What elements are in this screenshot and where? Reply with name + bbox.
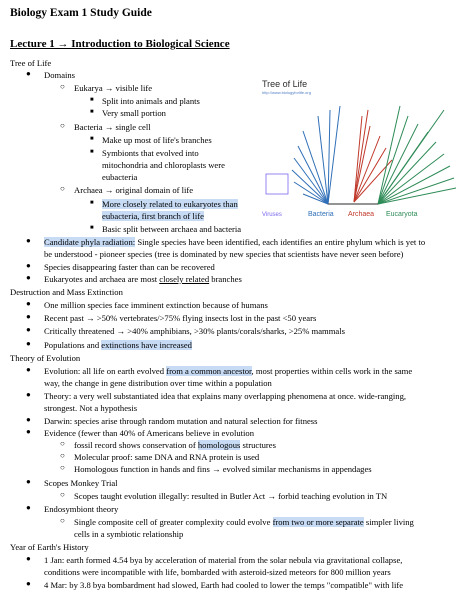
- million-line: One million species face imminent extinction because of humans: [44, 300, 268, 310]
- text-run: Populations and: [44, 340, 102, 350]
- figure-label-archaea: Archaea: [348, 211, 375, 218]
- bullet-dot: ●: [26, 554, 31, 563]
- archaea-line: Archaea → original domain of life: [74, 185, 194, 195]
- text-run: branches: [209, 274, 242, 284]
- bullet-dot: ●: [26, 365, 31, 374]
- candidate-line-2: be understood - pioneer species (tree is dominated by new species that scientists have never seen before): [44, 249, 404, 259]
- bullet-dot: ●: [26, 427, 31, 436]
- mar-line: 4 Mar: by 3.8 bya bombardment had slowed, Earth had cooled to lower the temps "compatible" with life: [44, 580, 404, 590]
- bullet-square: ■: [90, 200, 94, 206]
- bullet-dot: ●: [26, 69, 31, 78]
- bacteria-branches-line: Make up most of life's branches: [102, 135, 212, 145]
- theory-line-1: Theory: a very well substantiated idea that explains many overlapping phenomena at once. wide-ranging,: [44, 391, 407, 401]
- figure-title: Tree of Life: [262, 79, 308, 89]
- molecular-line: Molecular proof: same DNA and RNA protein is used: [74, 452, 260, 462]
- text-run: fossil record shows conservation of: [74, 440, 198, 450]
- evolution-heading: Theory of Evolution: [10, 353, 81, 363]
- evolution-line-1: [44, 366, 412, 376]
- figure-label-eucaryota: Eucaryota: [386, 211, 418, 218]
- fossil-line: [74, 440, 276, 450]
- figure-subtitle: http://www.biologyforlife.org: [262, 90, 311, 95]
- eukarya-small-line: Very small portion: [102, 108, 166, 118]
- text-run: Eukaryotes and archaea are most: [44, 274, 160, 284]
- text-run: Evolution: all life on earth evolved: [44, 366, 167, 376]
- jan-line-1: 1 Jan: earth formed 4.54 bya by acceleration of material from the solar nebula via gravitational collapse,: [44, 555, 403, 565]
- recent-line: Recent past → >50% vertebrates/>75% flying insects lost in the past <50 years: [44, 313, 317, 323]
- highlight-text: More closely related to eukaryotes than: [102, 199, 238, 209]
- tree-heading: Tree of Life: [10, 58, 52, 68]
- bullet-circle: ○: [60, 451, 65, 460]
- bullet-dot: ●: [26, 325, 31, 334]
- theory-line-2: strongest. Not a hypothesis: [44, 403, 138, 413]
- bullet-circle: ○: [60, 490, 65, 499]
- archaea-related-line-1: [102, 199, 238, 209]
- endo-sub-line-1: [74, 517, 414, 527]
- lecture-heading: Lecture 1 → Introduction to Biological Science: [10, 38, 230, 50]
- bullet-circle: ○: [60, 121, 65, 130]
- archaea-split-line: Basic split between archaea and bacteria: [102, 224, 242, 234]
- figure-label-viruses: Viruses: [262, 212, 282, 218]
- scopes-sub-line: Scopes taught evolution illegally: resulted in Butler Act → forbid teaching evolution in TN: [74, 491, 388, 501]
- homologous-line: Homologous function in hands and fins → evolved similar mechanisms in appendages: [74, 464, 372, 474]
- highlight-text: from a common ancestor: [166, 366, 252, 376]
- bullet-dot: ●: [26, 236, 31, 245]
- highlight-text: extinctions have increased: [101, 340, 192, 350]
- figure-label-bacteria: Bacteria: [308, 211, 334, 218]
- darwin-line: Darwin: species arise through random mutation and natural selection for fitness: [44, 416, 318, 426]
- endo-line: Endosymbiont theory: [44, 504, 119, 514]
- disappearing-line: Species disappearing faster than can be recovered: [44, 262, 215, 272]
- jan-line-2: conditions were incompatible with life, bombarded with asteroid-sized meteors for 800 million years: [44, 567, 391, 577]
- highlight-text: homologous: [197, 440, 241, 450]
- bullet-dot: ●: [26, 261, 31, 270]
- bullet-square: ■: [90, 97, 94, 103]
- candidate-text: Single species have been identified, each identifies an entire phylum which is yet to: [135, 237, 426, 247]
- bullet-circle: ○: [60, 82, 65, 91]
- bullet-dot: ●: [26, 312, 31, 321]
- critically-line: Critically threatened → >40% amphibians, >30% plants/corals/sharks, >25% mammals: [44, 326, 345, 336]
- history-heading: Year of Earth's History: [10, 542, 89, 552]
- text-run: structures: [240, 440, 276, 450]
- candidate-line-1: [44, 237, 425, 247]
- highlight-text: from two or more separate: [272, 517, 364, 527]
- bullet-dot: ●: [26, 579, 31, 588]
- archaea-related-line-2: [102, 211, 204, 221]
- bullet-square: ■: [90, 136, 94, 142]
- highlight-text: eubacteria, first branch of life: [102, 211, 204, 221]
- bullet-dot: ●: [26, 390, 31, 399]
- bullet-dot: ●: [26, 415, 31, 424]
- bullet-dot: ●: [26, 503, 31, 512]
- text-run: simpler living: [363, 517, 414, 527]
- closely-related-line: [44, 274, 242, 284]
- text-run: , most properties within cells work in the same: [251, 366, 413, 376]
- evolution-line-2: way, the change in gene distribution over time within a population: [44, 378, 272, 388]
- eukarya-split-line: Split into animals and plants: [102, 96, 200, 106]
- bullet-dot: ●: [26, 299, 31, 308]
- bacteria-line: Bacteria → single cell: [74, 122, 151, 132]
- figure-background: [258, 76, 470, 222]
- text-run: Single composite cell of greater complexity could evolve: [74, 517, 273, 527]
- bacteria-symbionts-line-3: eubacteria: [102, 172, 138, 182]
- bullet-square: ■: [90, 149, 94, 155]
- bullet-circle: ○: [60, 184, 65, 193]
- bullet-dot: ●: [26, 477, 31, 486]
- bacteria-symbionts-line-2: mitochondria and chloroplasts were: [102, 160, 225, 170]
- bullet-dot: ●: [26, 339, 31, 348]
- page-title: Biology Exam 1 Study Guide: [10, 7, 152, 19]
- bullet-circle: ○: [60, 439, 65, 448]
- domains-line: Domains: [44, 70, 76, 80]
- scopes-line: Scopes Monkey Trial: [44, 478, 118, 488]
- bacteria-symbionts-line-1: Symbionts that evolved into: [102, 148, 199, 158]
- tree-of-life-figure: [258, 76, 470, 222]
- bullet-circle: ○: [60, 463, 65, 472]
- destruction-heading: Destruction and Mass Extinction: [10, 287, 123, 297]
- bullet-square: ■: [90, 109, 94, 115]
- highlight-text: Candidate phyla radiation:: [44, 237, 136, 247]
- eukarya-line: Eukarya → visible life: [74, 83, 153, 93]
- bullet-square: ■: [90, 225, 94, 231]
- populations-line: [44, 340, 192, 350]
- underlined-text: closely related: [159, 274, 210, 284]
- evidence-line: Evidence (fewer than 40% of Americans believe in evolution: [44, 428, 254, 438]
- bullet-dot: ●: [26, 273, 31, 282]
- endo-sub-line-2: cells in a symbiotic relationship: [74, 529, 184, 539]
- bullet-circle: ○: [60, 516, 65, 525]
